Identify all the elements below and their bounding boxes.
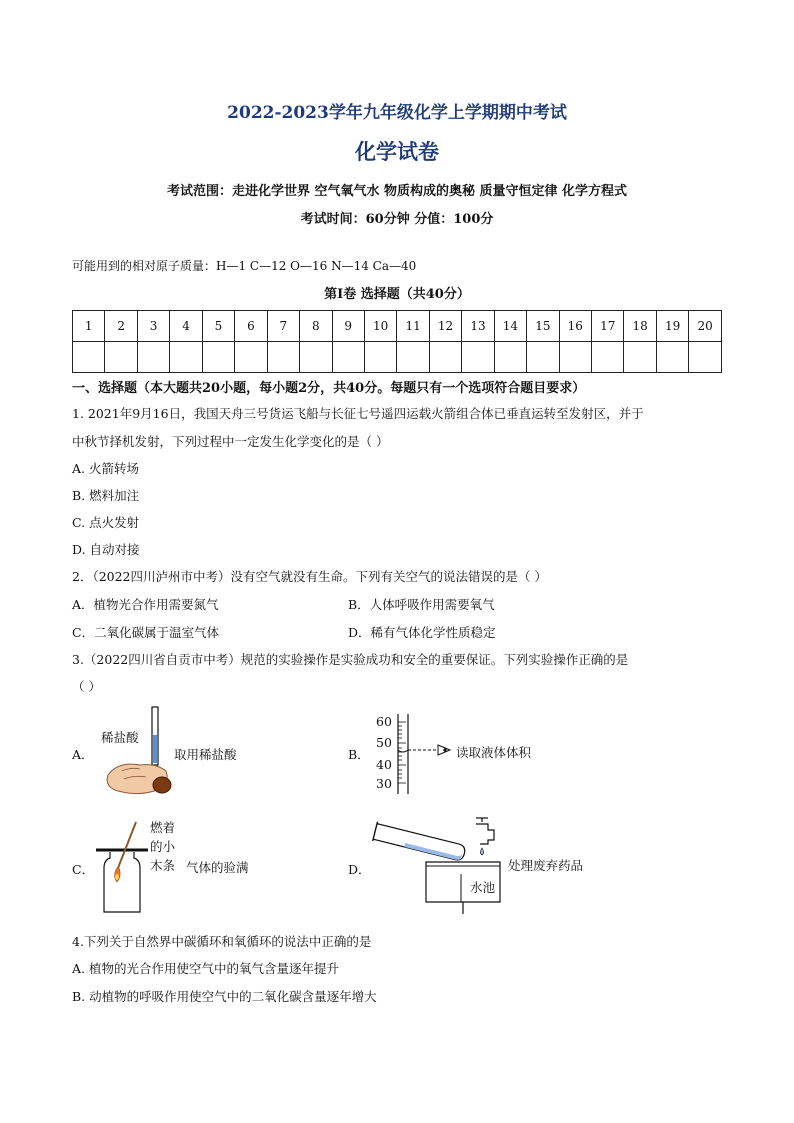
answer-grid-number-4: 4 [170,311,202,342]
section1-title: 一、选择题（本大题共20小题，每小题2分，共40分。每题只有一个选项符合题目要求） [72,381,586,396]
answer-cell-12[interactable] [429,342,461,373]
answer-cell-2[interactable] [105,342,137,373]
answer-grid-number-18: 18 [624,311,656,342]
answer-cell-11[interactable] [397,342,429,373]
q2-option-c: C．二氧化碳属于温室气体 [72,625,220,640]
q2-option-b: B．人体呼吸作用需要氧气 [348,597,495,612]
q3-option-c-stick-line3: 木条 [150,858,176,873]
answer-cell-6[interactable] [235,342,267,373]
answer-grid-number-15: 15 [527,311,559,342]
answer-cell-17[interactable] [592,342,624,373]
answer-cell-13[interactable] [462,342,494,373]
answer-grid-number-13: 13 [462,311,494,342]
answer-grid-number-1: 1 [73,311,105,342]
answer-grid-number-16: 16 [559,311,591,342]
answer-grid-number-2: 2 [105,311,137,342]
answer-cell-7[interactable] [267,342,299,373]
q3-option-a-reagent-label: 稀盐酸 [101,730,139,745]
q4-option-a: A. 植物的光合作用使空气中的氧气含量逐年提升 [72,961,339,976]
answer-cell-19[interactable] [656,342,688,373]
q3-option-c-caption: 气体的验满 [186,860,249,875]
answer-grid-number-14: 14 [494,311,526,342]
q3-option-c-stick-line2: 的小 [150,839,176,854]
q3-option-b-caption: 读取液体体积 [456,745,532,760]
exam-title: 2022-2023学年九年级化学上学期期中考试 [227,103,567,123]
q2-stem: 2．（2022四川泸州市中考）没有空气就没有生命。下列有关空气的说法错误的是（ ） [72,569,547,584]
answer-cell-10[interactable] [364,342,396,373]
q3-option-c-stick-line1: 燃着 [150,820,176,835]
q3-option-d-sink-label: 水池 [470,880,496,895]
gas-bottle-illustration [96,820,156,916]
answer-grid-number-6: 6 [235,311,267,342]
q1-option-d: D. 自动对接 [72,542,140,557]
answer-grid-number-12: 12 [429,311,461,342]
answer-cell-20[interactable] [689,342,722,373]
answer-cell-16[interactable] [559,342,591,373]
answer-grid-number-17: 17 [592,311,624,342]
answer-cell-14[interactable] [494,342,526,373]
exam-time-score: 考试时间：60分钟 分值：100分 [300,212,494,227]
answer-grid [72,310,722,373]
q3-stem-line1: 3.（2022四川省自贡市中考）规范的实验操作是实验成功和安全的重要保证。下列实验操作正确的是 [72,652,629,667]
answer-grid-number-20: 20 [689,311,722,342]
answer-cell-15[interactable] [527,342,559,373]
q1-option-a: A. 火箭转场 [72,461,139,476]
q1-option-b: B. 燃料加注 [72,488,140,503]
cylinder-tick-40: 40 [376,757,392,772]
q4-stem: 4.下列关于自然界中碳循环和氧循环的说法中正确的是 [72,934,372,949]
q1-option-c: C. 点火发射 [72,515,140,530]
q2-option-a: A．植物光合作用需要氮气 [72,597,219,612]
q3-option-d-caption: 处理废弃药品 [508,858,584,873]
hand-dropper-illustration [100,705,180,800]
answer-grid-number-11: 11 [397,311,429,342]
q3-option-d-letter: D． [348,862,371,877]
answer-cell-5[interactable] [202,342,234,373]
exam-scope: 考试范围：走进化学世界 空气氧气水 物质构成的奥秘 质量守恒定律 化学方程式 [166,184,628,199]
answer-cell-1[interactable] [73,342,105,373]
q4-option-b: B. 动植物的呼吸作用使空气中的二氧化碳含量逐年增大 [72,989,377,1004]
q3-option-c-letter: C． [72,862,95,877]
q2-option-d: D．稀有气体化学性质稳定 [348,625,496,640]
q3-option-b-letter: B． [348,747,370,762]
cylinder-tick-50: 50 [376,735,392,750]
q1-stem-line1: 1. 2021年9月16日，我国天舟三号货运飞船与长征七号遥四运载火箭组合体已垂直运转至发射区，并于 [72,406,644,421]
answer-grid-number-row [73,311,722,342]
q3-option-a-letter: A． [72,747,94,762]
test-tube-sink-illustration [368,818,508,918]
answer-grid-answer-row [73,342,722,373]
answer-grid-number-7: 7 [267,311,299,342]
q3-stem-line2: （ ） [72,679,101,694]
answer-grid-number-5: 5 [202,311,234,342]
atomic-masses: 可能用到的相对原子质量：H—1 C—12 O—16 N—14 Ca—40 [72,259,417,273]
answer-cell-4[interactable] [170,342,202,373]
graduated-cylinder-illustration [394,712,454,796]
answer-cell-18[interactable] [624,342,656,373]
paper-subtitle: 化学试卷 [355,139,439,164]
part1-title: 第Ⅰ卷 选择题（共40分） [324,287,470,302]
answer-cell-8[interactable] [300,342,332,373]
answer-grid-number-10: 10 [364,311,396,342]
answer-cell-3[interactable] [137,342,169,373]
answer-cell-9[interactable] [332,342,364,373]
answer-grid-number-3: 3 [137,311,169,342]
cylinder-tick-30: 30 [376,776,392,791]
answer-grid-number-9: 9 [332,311,364,342]
cylinder-tick-60: 60 [376,714,392,729]
q3-option-a-caption: 取用稀盐酸 [174,747,237,762]
q1-stem-line2: 中秋节择机发射，下列过程中一定发生化学变化的是（ ） [72,434,389,449]
answer-grid-number-19: 19 [656,311,688,342]
answer-grid-number-8: 8 [300,311,332,342]
